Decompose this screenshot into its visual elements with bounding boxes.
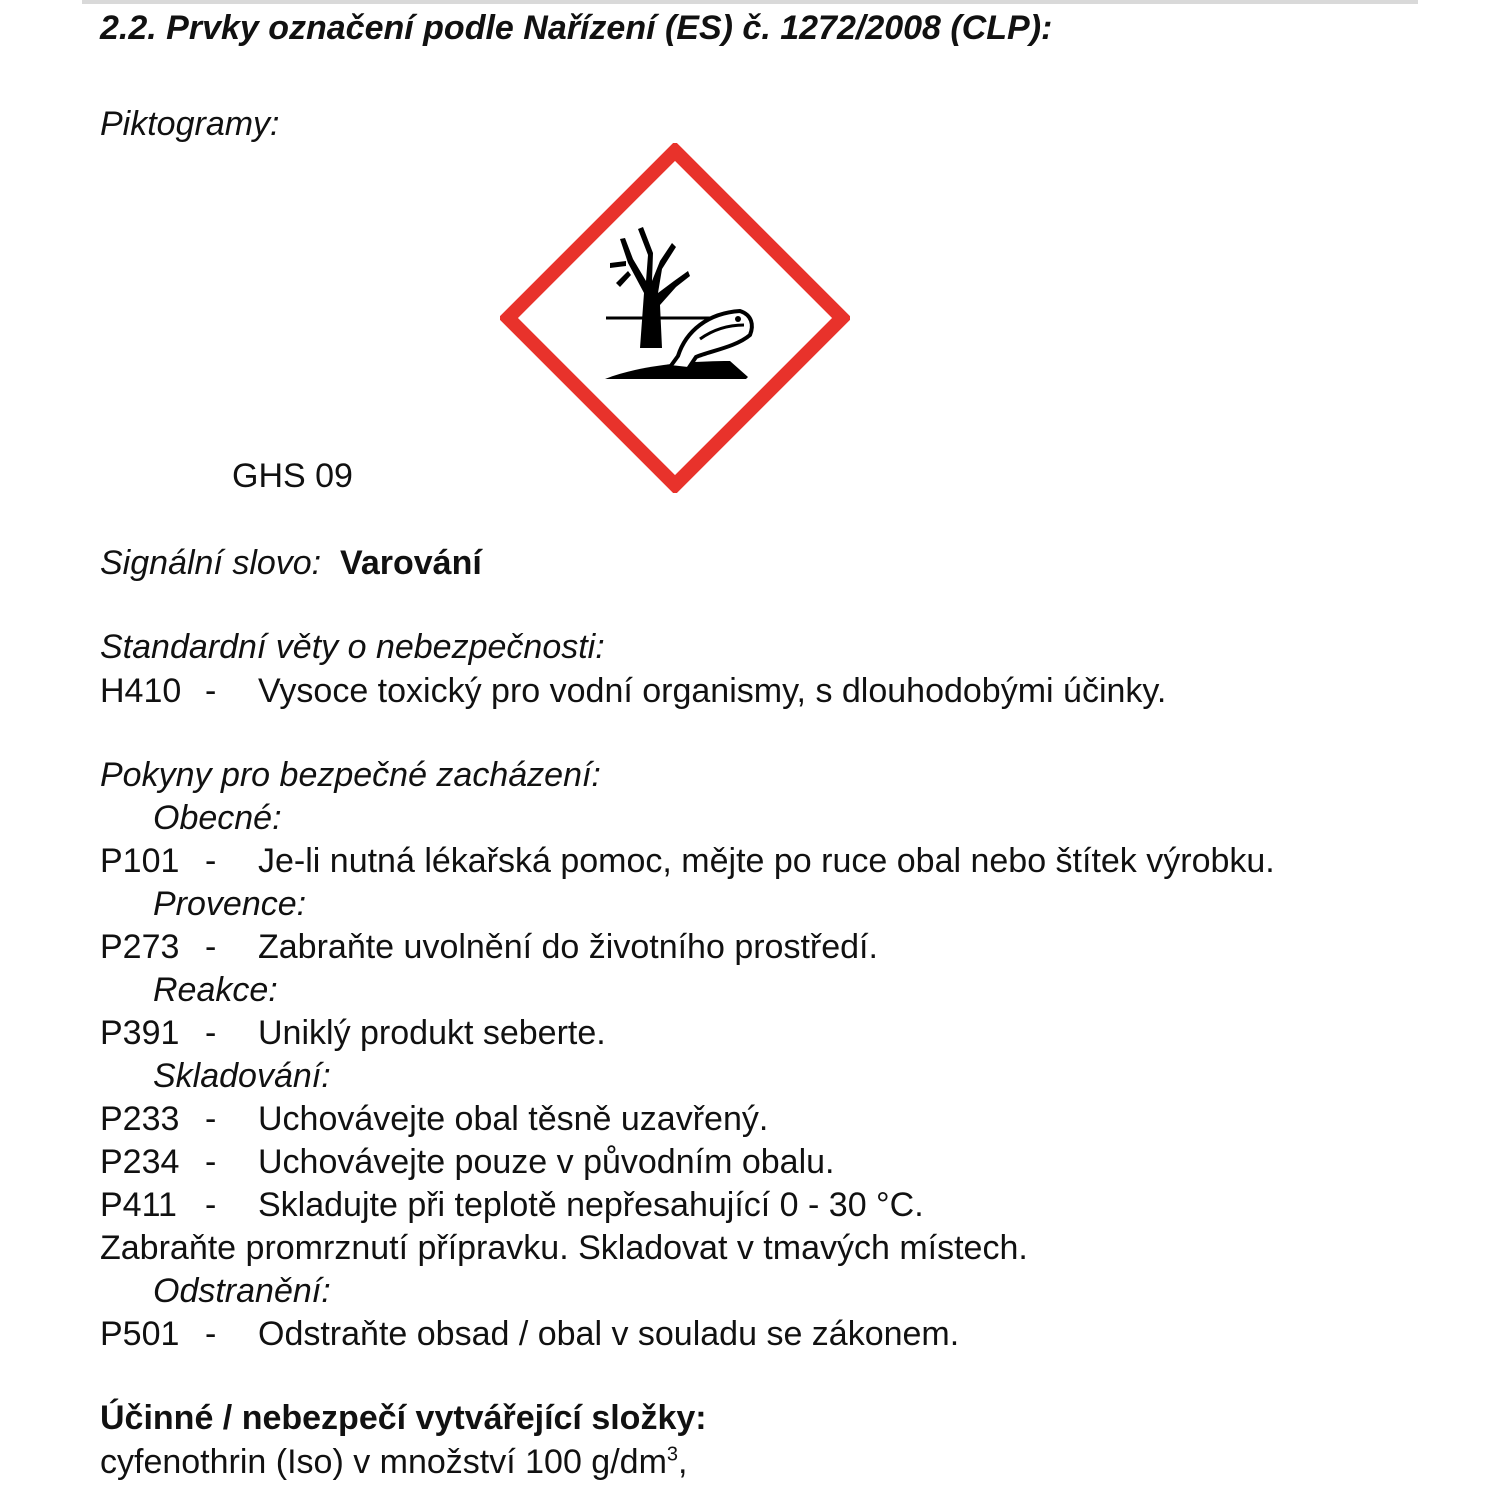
statement-dash: - — [205, 842, 217, 880]
environment-hazard-icon — [500, 143, 850, 493]
signal-word-label: Signální slovo: — [100, 544, 322, 582]
statement-dash: - — [205, 928, 217, 966]
statement-text: Uchovávejte pouze v původním obalu. — [258, 1143, 835, 1181]
statement-text: Je-li nutná lékařská pomoc, mějte po ruce obal nebo štítek výrobku. — [258, 842, 1275, 880]
group-title-response: Reakce: — [153, 971, 278, 1009]
top-divider — [82, 0, 1418, 4]
storage-note: Zabraňte promrznutí přípravku. Skladovat v tmavých místech. — [100, 1229, 1028, 1267]
signal-word-line — [100, 543, 482, 583]
statement-dash: - — [205, 1143, 217, 1181]
ingredients-line — [100, 1442, 687, 1482]
ingredients-heading: Účinné / nebezpečí vytvářející složky: — [100, 1399, 707, 1437]
signal-word-value: Varování — [340, 544, 482, 582]
statement-text: Vysoce toxický pro vodní organismy, s dlouhodobými účinky. — [258, 672, 1167, 710]
statement-code: P233 — [100, 1100, 180, 1138]
statement-text: Uchovávejte obal těsně uzavřený. — [258, 1100, 769, 1138]
statement-text: Skladujte při teplotě nepřesahující 0 - 30 °C. — [258, 1186, 924, 1224]
hazard-label: Standardní věty o nebezpečnosti: — [100, 628, 605, 666]
section-heading: 2.2. Prvky označení podle Nařízení (ES) č. 1272/2008 (CLP): — [100, 9, 1053, 47]
statement-text: Zabraňte uvolnění do životního prostředí. — [258, 928, 878, 966]
statement-code: P391 — [100, 1014, 180, 1052]
group-title-prevention: Provence: — [153, 885, 307, 923]
statement-code: P501 — [100, 1315, 180, 1353]
statement-dash: - — [205, 672, 217, 710]
statement-text: Uniklý produkt seberte. — [258, 1014, 606, 1052]
group-title-general: Obecné: — [153, 799, 282, 837]
group-title-storage: Skladování: — [153, 1057, 331, 1095]
statement-dash: - — [205, 1014, 217, 1052]
statement-code: P273 — [100, 928, 180, 966]
group-title-disposal: Odstranění: — [153, 1272, 331, 1310]
statement-dash: - — [205, 1315, 217, 1353]
ingredients-superscript: 3 — [666, 1443, 679, 1466]
pictograms-label: Piktogramy: — [100, 105, 280, 143]
ingredients-suffix: , — [678, 1443, 688, 1481]
statement-code: H410 — [100, 672, 182, 710]
ingredients-text: cyfenothrin (Iso) v množství 100 g/dm — [100, 1443, 667, 1481]
statement-code: P234 — [100, 1143, 180, 1181]
statement-dash: - — [205, 1186, 217, 1224]
statement-dash: - — [205, 1100, 217, 1138]
precautionary-label: Pokyny pro bezpečné zacházení: — [100, 756, 601, 794]
pictogram-code: GHS 09 — [232, 457, 353, 495]
statement-code: P411 — [100, 1186, 177, 1224]
statement-code: P101 — [100, 842, 180, 880]
statement-text: Odstraňte obsad / obal v souladu se zákonem. — [258, 1315, 960, 1353]
